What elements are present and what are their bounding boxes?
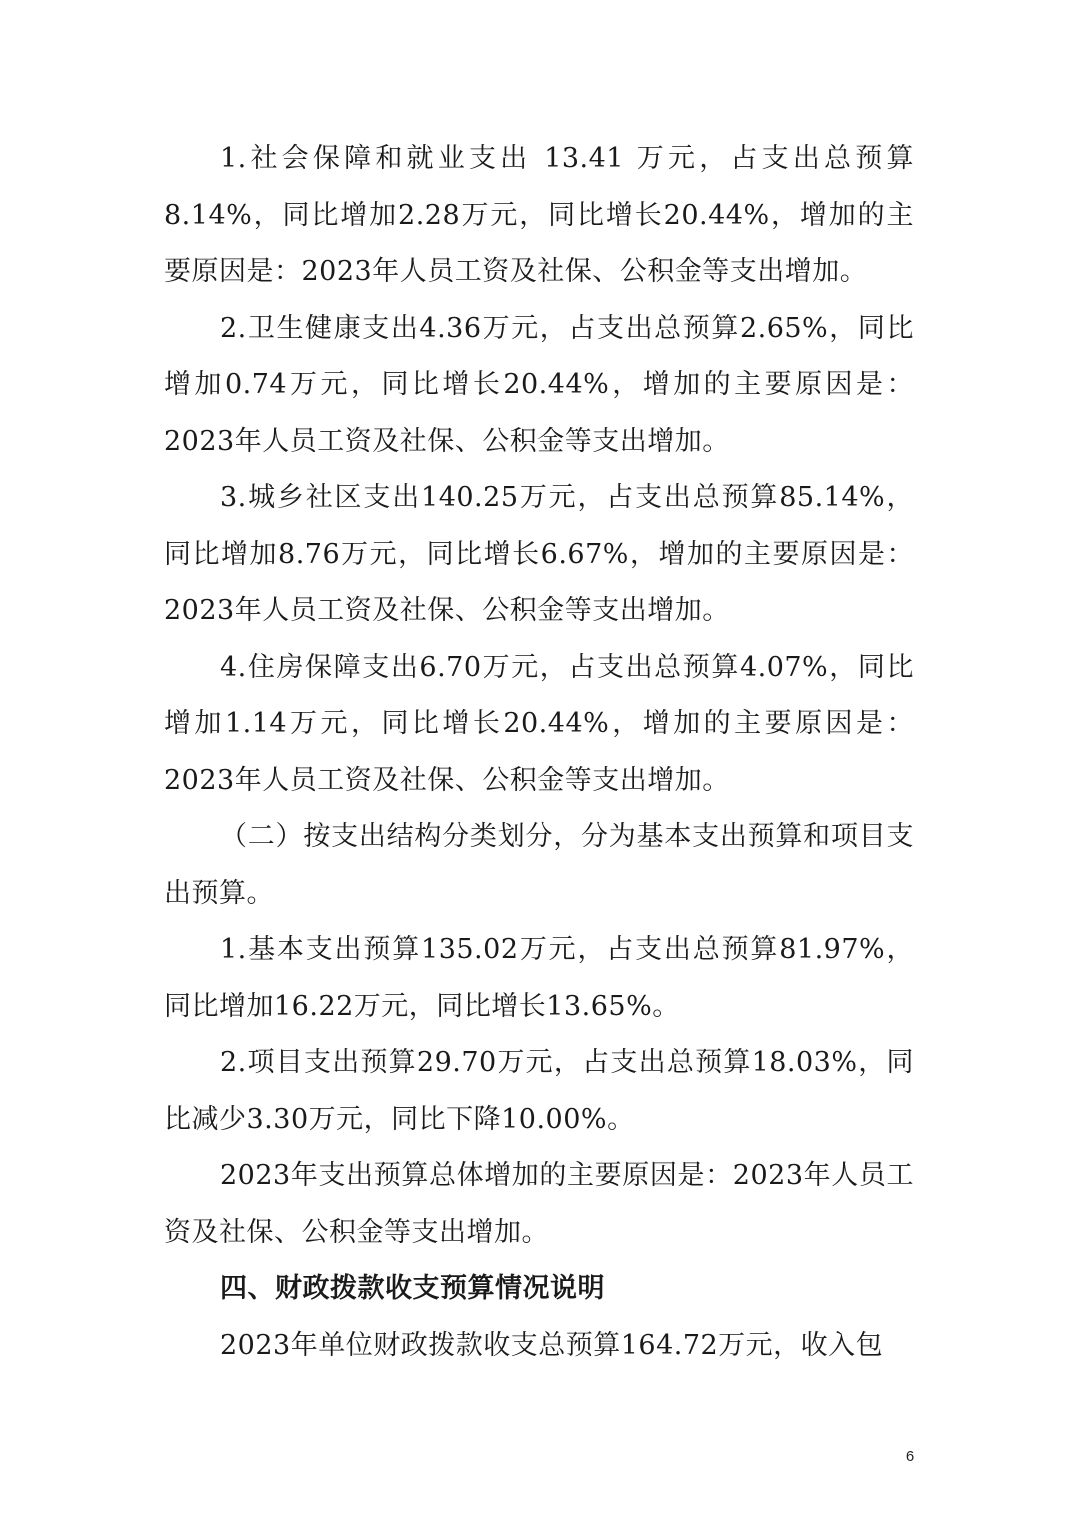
paragraph-social-security: 1.社会保障和就业支出 13.41 万元，占支出总预算8.14%，同比增加2.28万元，同比增长20.44%，增加的主要原因是：2023年人员工资及社保、公积金等支出增加。 [164,143,914,287]
page-number: 6 [905,1448,915,1465]
paragraph-basic-expenditure: 1.基本支出预算135.02万元，占支出总预算81.97%，同比增加16.22万元，同比增长13.65%。 [164,934,914,1022]
document-body [164,131,914,1374]
paragraph-health: 2.卫生健康支出4.36万元，占支出总预算2.65%，同比增加0.74万元，同比增长20.44%，增加的主要原因是：2023年人员工资及社保、公积金等支出增加。 [164,312,914,457]
paragraph-closing: 2023年单位财政拨款收支总预算164.72万元，收入包 [220,1329,884,1361]
paragraph-urban-rural: 3.城乡社区支出140.25万元，占支出总预算85.14%，同比增加8.76万元，同比增长6.67%，增加的主要原因是：2023年人员工资及社保、公积金等支出增加。 [164,482,914,626]
paragraph-project-expenditure: 2.项目支出预算29.70万元，占支出总预算18.03%，同比减少3.30万元，同比下降10.00%。 [164,1047,914,1135]
paragraph-overall-reason: 2023年支出预算总体增加的主要原因是：2023年人员工资及社保、公积金等支出增加。 [164,1160,914,1248]
section-heading: 四、财政拨款收支预算情况说明 [220,1273,605,1304]
paragraph-structure-intro: （二）按支出结构分类划分，分为基本支出预算和项目支出预算。 [164,821,914,909]
paragraph-housing: 4.住房保障支出6.70万元，占支出总预算4.07%，同比增加1.14万元，同比增长20.44%，增加的主要原因是：2023年人员工资及社保、公积金等支出增加。 [164,651,914,796]
